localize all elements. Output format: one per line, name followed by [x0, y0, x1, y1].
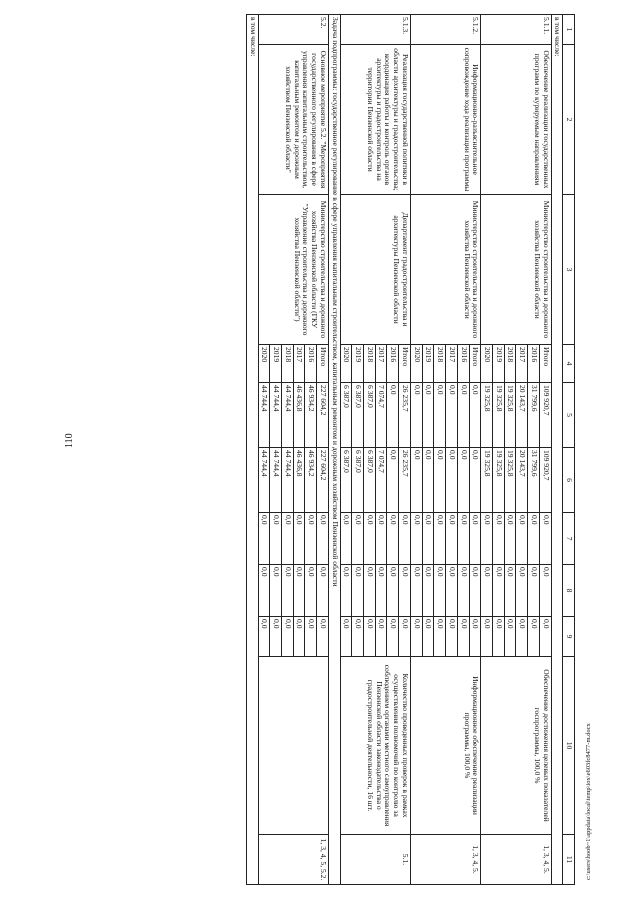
- row-result: Количество проведенных проверок в рамках осуществления полномочий по контролю за соблюдением органами местного самоуправления Пензенской области законодательства о градостроительной деятельности, 16 шт.: [340, 657, 410, 835]
- row-executor: Министерство строительства и дорожного хозяйства Пензенской области: [410, 195, 480, 345]
- value-cell: 6 387,0: [340, 448, 352, 513]
- value-cell: 19 325,8: [492, 383, 504, 448]
- row-result: Обеспечение достижения целевых показателей госпрограммы, 100,0 %: [481, 657, 551, 835]
- value-cell: 109 920,7: [539, 383, 551, 448]
- row-executor: Департамент градостроительства и архитектуры Пензенской области: [340, 195, 410, 345]
- column-header: 10: [563, 657, 575, 835]
- subtotal-note-row: [246, 15, 258, 885]
- value-cell: 0,0: [258, 565, 270, 617]
- value-cell: 46 934,2: [305, 448, 317, 513]
- year-cell: 2018: [282, 345, 294, 383]
- value-cell: 0,0: [258, 617, 270, 657]
- value-cell: 0,0: [481, 617, 493, 657]
- value-cell: 0,0: [352, 565, 364, 617]
- value-cell: 0,0: [282, 565, 294, 617]
- row-links: 1, 3, 4, 5.: [481, 835, 551, 885]
- value-cell: 0,0: [410, 448, 422, 513]
- value-cell: 0,0: [492, 565, 504, 617]
- value-cell: 6 387,0: [340, 383, 352, 448]
- value-cell: 46 436,8: [293, 383, 305, 448]
- table-row: [539, 15, 551, 885]
- value-cell: 0,0: [446, 513, 458, 565]
- year-cell: Итого: [539, 345, 551, 383]
- value-cell: 26 235,7: [399, 383, 411, 448]
- value-cell: 26 235,7: [399, 448, 411, 513]
- value-cell: 0,0: [317, 617, 329, 657]
- value-cell: 109 920,7: [539, 448, 551, 513]
- value-cell: 0,0: [317, 565, 329, 617]
- value-cell: 0,0: [364, 617, 376, 657]
- value-cell: 0,0: [457, 448, 469, 513]
- year-cell: 2016: [305, 345, 317, 383]
- row-name: Основное мероприятие 5.2. "Мероприятия государственного регулирования в сфере управления капитальным строительством, капитальным ремонтом и дорожным хозяйством Пензенской области": [258, 45, 328, 195]
- year-cell: 2016: [457, 345, 469, 383]
- value-cell: 0,0: [457, 565, 469, 617]
- value-cell: 0,0: [504, 513, 516, 565]
- column-header: 6: [563, 448, 575, 513]
- value-cell: 0,0: [270, 513, 282, 565]
- year-cell: 2020: [410, 345, 422, 383]
- year-cell: 2019: [270, 345, 282, 383]
- value-cell: 0,0: [481, 565, 493, 617]
- year-cell: Итого: [399, 345, 411, 383]
- row-code: 5.1.1.: [481, 15, 551, 45]
- column-header: 2: [563, 45, 575, 195]
- value-cell: 0,0: [469, 565, 481, 617]
- value-cell: 44 744,4: [282, 383, 294, 448]
- table-row: [469, 15, 481, 885]
- table-row: [317, 15, 329, 885]
- value-cell: 44 744,4: [270, 448, 282, 513]
- value-cell: 0,0: [387, 513, 399, 565]
- year-cell: 2020: [258, 345, 270, 383]
- value-cell: 0,0: [528, 617, 540, 657]
- value-cell: 227 604,2: [317, 383, 329, 448]
- value-cell: 0,0: [434, 383, 446, 448]
- value-cell: 0,0: [457, 513, 469, 565]
- value-cell: 0,0: [399, 617, 411, 657]
- value-cell: 0,0: [539, 565, 551, 617]
- year-cell: 2017: [516, 345, 528, 383]
- row-executor: Министерство строительства и дорожного хозяйства Пензенской области: [481, 195, 551, 345]
- column-header: 9: [563, 617, 575, 657]
- row-links: 5.1.: [340, 835, 410, 885]
- value-cell: 0,0: [539, 513, 551, 565]
- value-cell: 0,0: [399, 565, 411, 617]
- value-cell: 0,0: [469, 448, 481, 513]
- year-cell: 2018: [364, 345, 376, 383]
- value-cell: 0,0: [422, 565, 434, 617]
- value-cell: 19 325,8: [481, 383, 493, 448]
- program-table: [246, 14, 575, 885]
- column-header: 5: [563, 383, 575, 448]
- value-cell: 0,0: [492, 617, 504, 657]
- value-cell: 0,0: [457, 617, 469, 657]
- value-cell: 0,0: [317, 513, 329, 565]
- value-cell: 0,0: [364, 513, 376, 565]
- value-cell: 227 604,2: [317, 448, 329, 513]
- task-line: Задача подпрограммы: государственное регулирование в сфере управления капитальным строительством, капитальным ремонтом и дорожным хозяйством Пензенской области: [328, 15, 340, 885]
- value-cell: 0,0: [422, 448, 434, 513]
- task-row: [328, 15, 340, 885]
- value-cell: 0,0: [410, 617, 422, 657]
- value-cell: 7 074,7: [375, 383, 387, 448]
- value-cell: 0,0: [340, 513, 352, 565]
- column-header: 11: [563, 835, 575, 885]
- table-row: [399, 15, 411, 885]
- value-cell: 0,0: [516, 565, 528, 617]
- value-cell: 0,0: [539, 617, 551, 657]
- row-name: Обеспечение реализации государственных программ по курируемым направлениям: [481, 45, 551, 195]
- year-cell: 2017: [293, 345, 305, 383]
- value-cell: 0,0: [410, 513, 422, 565]
- year-cell: 2019: [352, 345, 364, 383]
- value-cell: 0,0: [446, 617, 458, 657]
- value-cell: 0,0: [410, 383, 422, 448]
- value-cell: 0,0: [387, 617, 399, 657]
- column-header: 8: [563, 565, 575, 617]
- year-cell: 2018: [434, 345, 446, 383]
- row-name: Информационно-разъяснительное сопровождение хода реализации программы: [410, 45, 480, 195]
- value-cell: 0,0: [469, 383, 481, 448]
- value-cell: 7 074,7: [375, 448, 387, 513]
- row-result: Информационное обеспечение реализации программы, 100,0 %: [410, 657, 480, 835]
- value-cell: 6 387,0: [352, 383, 364, 448]
- value-cell: 0,0: [516, 617, 528, 657]
- table-container: [70, 14, 575, 884]
- column-header: 1: [563, 15, 575, 45]
- file-path: c:\users\hoob~1\appdata\local\temp\iox\e603fc8477-m.docx: [585, 723, 592, 880]
- value-cell: 0,0: [422, 513, 434, 565]
- subtotal-note-row: [551, 15, 563, 885]
- value-cell: 19 325,8: [504, 383, 516, 448]
- value-cell: 0,0: [446, 565, 458, 617]
- value-cell: 31 799,6: [528, 383, 540, 448]
- row-name: Реализация государственной политики в области архитектуры и градостроительства; координация работы и контроль органов архитектуры и градостроительства на территории Пензенской области: [340, 45, 410, 195]
- value-cell: 0,0: [340, 617, 352, 657]
- year-cell: 2016: [387, 345, 399, 383]
- value-cell: 0,0: [422, 617, 434, 657]
- row-code: 5.2.: [258, 15, 328, 45]
- value-cell: 6 387,0: [352, 448, 364, 513]
- value-cell: 0,0: [528, 513, 540, 565]
- value-cell: 19 325,8: [504, 448, 516, 513]
- value-cell: 46 436,8: [293, 448, 305, 513]
- value-cell: 44 744,4: [258, 383, 270, 448]
- value-cell: 0,0: [434, 513, 446, 565]
- value-cell: 46 934,2: [305, 383, 317, 448]
- value-cell: 44 744,4: [258, 448, 270, 513]
- year-cell: 2020: [481, 345, 493, 383]
- year-cell: 2016: [528, 345, 540, 383]
- row-links: 1, 3, 4, 5, 5.2.: [258, 835, 328, 885]
- value-cell: 0,0: [387, 448, 399, 513]
- column-header: 3: [563, 195, 575, 345]
- value-cell: 0,0: [469, 513, 481, 565]
- value-cell: 6 387,0: [364, 383, 376, 448]
- value-cell: 0,0: [516, 513, 528, 565]
- value-cell: 0,0: [492, 513, 504, 565]
- value-cell: 44 744,4: [270, 383, 282, 448]
- value-cell: 19 325,8: [481, 448, 493, 513]
- year-cell: 2020: [340, 345, 352, 383]
- value-cell: 0,0: [305, 617, 317, 657]
- value-cell: 0,0: [399, 513, 411, 565]
- column-header: 4: [563, 345, 575, 383]
- value-cell: 20 143,7: [516, 383, 528, 448]
- value-cell: 0,0: [457, 383, 469, 448]
- value-cell: 0,0: [352, 513, 364, 565]
- value-cell: 0,0: [375, 617, 387, 657]
- in-that-number-label: в том числе:: [551, 15, 563, 885]
- value-cell: 0,0: [305, 513, 317, 565]
- value-cell: 0,0: [270, 565, 282, 617]
- value-cell: 0,0: [504, 617, 516, 657]
- value-cell: 0,0: [375, 565, 387, 617]
- row-executor: Министерство строительства и дорожного хозяйства Пензенской области (ГКУ "Управление строительства и дорожного хозяйства Пензенской области"): [258, 195, 328, 345]
- value-cell: 0,0: [434, 617, 446, 657]
- value-cell: 0,0: [282, 513, 294, 565]
- value-cell: 0,0: [270, 617, 282, 657]
- row-code: 5.1.3.: [340, 15, 410, 45]
- value-cell: 0,0: [481, 513, 493, 565]
- value-cell: 0,0: [352, 617, 364, 657]
- value-cell: 0,0: [422, 383, 434, 448]
- in-that-number-label: в том числе:: [246, 15, 258, 885]
- year-cell: 2019: [422, 345, 434, 383]
- value-cell: 0,0: [446, 448, 458, 513]
- value-cell: 0,0: [410, 565, 422, 617]
- year-cell: 2017: [375, 345, 387, 383]
- value-cell: 0,0: [305, 565, 317, 617]
- value-cell: 0,0: [434, 448, 446, 513]
- year-cell: 2018: [504, 345, 516, 383]
- value-cell: 6 387,0: [364, 448, 376, 513]
- row-links: 1, 3, 4, 5.: [410, 835, 480, 885]
- value-cell: 0,0: [528, 565, 540, 617]
- year-cell: 2019: [492, 345, 504, 383]
- value-cell: 0,0: [340, 565, 352, 617]
- year-cell: 2017: [446, 345, 458, 383]
- page-number: 110: [64, 433, 75, 448]
- row-code: 5.1.2.: [410, 15, 480, 45]
- value-cell: 31 799,6: [528, 448, 540, 513]
- year-cell: Итого: [469, 345, 481, 383]
- value-cell: 0,0: [258, 513, 270, 565]
- value-cell: 0,0: [387, 383, 399, 448]
- year-cell: Итого: [317, 345, 329, 383]
- value-cell: 0,0: [293, 513, 305, 565]
- value-cell: 0,0: [504, 565, 516, 617]
- value-cell: 19 325,8: [492, 448, 504, 513]
- header-row: [563, 15, 575, 885]
- value-cell: 44 744,4: [282, 448, 294, 513]
- value-cell: 0,0: [446, 383, 458, 448]
- value-cell: 20 143,7: [516, 448, 528, 513]
- value-cell: 0,0: [434, 565, 446, 617]
- value-cell: 0,0: [364, 565, 376, 617]
- value-cell: 0,0: [293, 617, 305, 657]
- row-result: [258, 657, 328, 835]
- value-cell: 0,0: [282, 617, 294, 657]
- value-cell: 0,0: [375, 513, 387, 565]
- value-cell: 0,0: [387, 565, 399, 617]
- column-header: 7: [563, 513, 575, 565]
- value-cell: 0,0: [469, 617, 481, 657]
- value-cell: 0,0: [293, 565, 305, 617]
